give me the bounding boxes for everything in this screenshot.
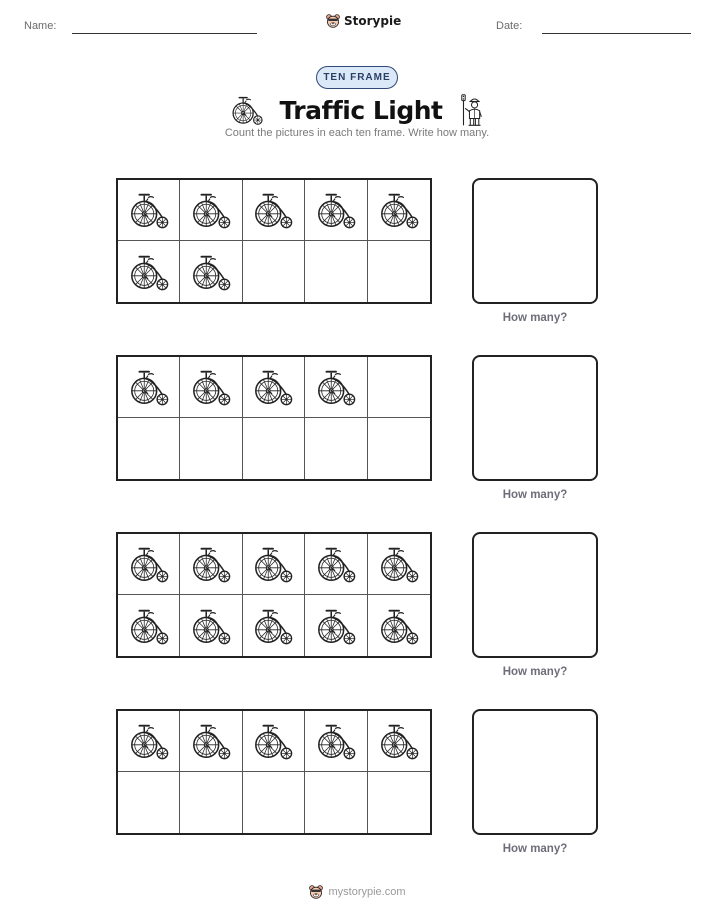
traffic-officer-icon (459, 93, 485, 127)
frame-cell (243, 595, 305, 656)
how-many-label-1: How many? (502, 312, 568, 324)
frame-cell (118, 180, 180, 241)
frame-cell (118, 357, 180, 418)
penny-farthing-bicycle-icon (128, 720, 170, 762)
penny-farthing-bicycle-icon (315, 605, 357, 647)
frame-cell (368, 534, 430, 595)
penny-farthing-bicycle-icon (128, 189, 170, 231)
date-label: Date: (496, 20, 523, 32)
frame-cell (305, 534, 367, 595)
storypie-logo (325, 13, 401, 29)
penny-farthing-bicycle-icon (252, 720, 294, 762)
ten-frame-4 (116, 709, 432, 835)
name-label: Name: (24, 20, 57, 32)
how-many-label-3: How many? (502, 666, 568, 678)
frame-cell (180, 241, 242, 302)
penny-farthing-bicycle-icon (128, 251, 170, 293)
frame-cell (180, 534, 242, 595)
frame-cell (180, 180, 242, 241)
ten-frame-1 (116, 178, 432, 304)
frame-cell (180, 418, 242, 479)
frame-cell (118, 595, 180, 656)
penny-farthing-bicycle-icon (378, 720, 420, 762)
how-many-label-2: How many? (502, 489, 568, 501)
frame-cell (243, 711, 305, 772)
frame-cell (368, 357, 430, 418)
frame-cell (118, 241, 180, 302)
frame-cell (180, 595, 242, 656)
instructions: Count the pictures in each ten frame. Write how many. (224, 127, 490, 139)
frame-cell (243, 180, 305, 241)
penny-farthing-bicycle-icon (190, 605, 232, 647)
penny-farthing-bicycle-icon (315, 189, 357, 231)
penny-farthing-bicycle-icon (128, 605, 170, 647)
bear-logo-icon (308, 884, 324, 900)
frame-cell (305, 418, 367, 479)
penny-farthing-bicycle-icon (378, 189, 420, 231)
penny-farthing-bicycle-icon (252, 189, 294, 231)
frame-cell (305, 595, 367, 656)
frame-cell (368, 241, 430, 302)
bicycle-icon (230, 93, 264, 127)
penny-farthing-bicycle-icon (378, 543, 420, 585)
footer-url[interactable]: mystorypie.com (328, 886, 406, 898)
frame-cell (243, 772, 305, 833)
frame-cell (180, 772, 242, 833)
penny-farthing-bicycle-icon (128, 543, 170, 585)
frame-cell (243, 357, 305, 418)
penny-farthing-bicycle-icon (315, 543, 357, 585)
penny-farthing-bicycle-icon (315, 720, 357, 762)
ten-frame-2 (116, 355, 432, 481)
answer-box-3[interactable] (472, 532, 598, 658)
answer-box-1[interactable] (472, 178, 598, 304)
bear-logo-icon (325, 13, 341, 29)
frame-cell (368, 595, 430, 656)
frame-cell (118, 418, 180, 479)
penny-farthing-bicycle-icon (190, 543, 232, 585)
frame-cell (243, 534, 305, 595)
frame-cell (305, 357, 367, 418)
penny-farthing-bicycle-icon (252, 605, 294, 647)
frame-cell (118, 772, 180, 833)
frame-cell (368, 418, 430, 479)
penny-farthing-bicycle-icon (190, 366, 232, 408)
date-line[interactable] (542, 33, 691, 34)
frame-cell (305, 772, 367, 833)
answer-box-4[interactable] (472, 709, 598, 835)
penny-farthing-bicycle-icon (252, 366, 294, 408)
frame-cell (180, 357, 242, 418)
penny-farthing-bicycle-icon (315, 366, 357, 408)
name-line[interactable] (72, 33, 257, 34)
frame-cell (368, 180, 430, 241)
frame-cell (305, 180, 367, 241)
penny-farthing-bicycle-icon (190, 189, 232, 231)
frame-cell (243, 418, 305, 479)
how-many-label-4: How many? (502, 843, 568, 855)
frame-cell (305, 241, 367, 302)
frame-cell (118, 711, 180, 772)
answer-box-2[interactable] (472, 355, 598, 481)
ten-frame-3 (116, 532, 432, 658)
frame-cell (305, 711, 367, 772)
penny-farthing-bicycle-icon (252, 543, 294, 585)
penny-farthing-bicycle-icon (190, 251, 232, 293)
penny-farthing-bicycle-icon (190, 720, 232, 762)
brand-name: Storypie (344, 14, 402, 28)
penny-farthing-bicycle-icon (378, 605, 420, 647)
penny-farthing-bicycle-icon (128, 366, 170, 408)
frame-cell (118, 534, 180, 595)
frame-cell (368, 772, 430, 833)
page-title: Traffic Light (279, 95, 443, 125)
frame-cell (243, 241, 305, 302)
footer (0, 884, 714, 900)
title-row (0, 90, 714, 130)
frame-cell (368, 711, 430, 772)
frame-cell (180, 711, 242, 772)
ten-frame-badge: TEN FRAME (316, 66, 398, 89)
